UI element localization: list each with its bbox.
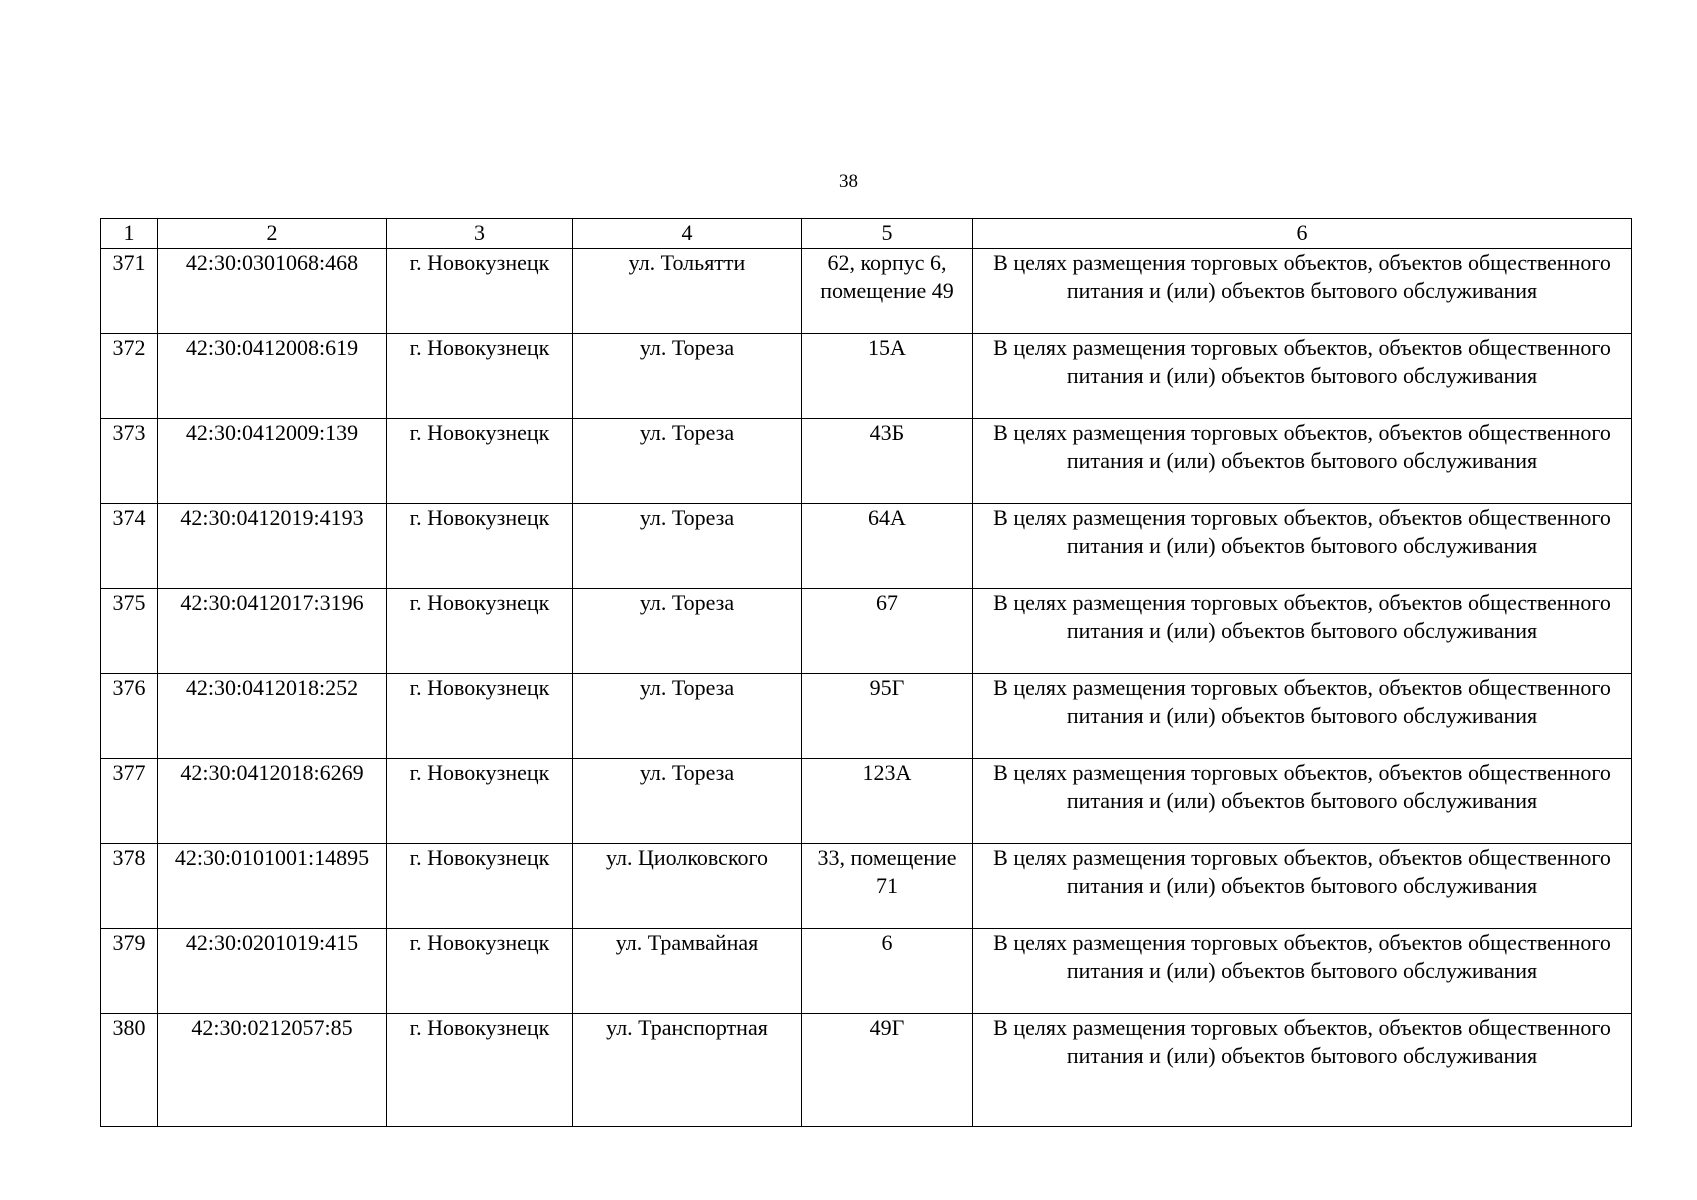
page-number: 38 [839, 171, 858, 192]
usage-purpose: В целях размещения торговых объектов, объектов общественного питания и (или) объектов бытового обслуживания [973, 674, 1632, 759]
house-number: 62, корпус 6, помещение 49 [802, 249, 973, 334]
cadastral-number: 42:30:0212057:85 [158, 1014, 387, 1127]
column-header-4: 4 [573, 219, 802, 249]
city: г. Новокузнецк [387, 504, 573, 589]
column-header-6: 6 [973, 219, 1632, 249]
usage-purpose: В целях размещения торговых объектов, объектов общественного питания и (или) объектов бытового обслуживания [973, 504, 1632, 589]
city: г. Новокузнецк [387, 1014, 573, 1127]
usage-purpose: В целях размещения торговых объектов, объектов общественного питания и (или) объектов бытового обслуживания [973, 419, 1632, 504]
row-number: 373 [101, 419, 158, 504]
column-header-1: 1 [101, 219, 158, 249]
cadastral-number: 42:30:0412019:4193 [158, 504, 387, 589]
city: г. Новокузнецк [387, 759, 573, 844]
usage-purpose: В целях размещения торговых объектов, объектов общественного питания и (или) объектов бытового обслуживания [973, 334, 1632, 419]
table-row [101, 249, 1632, 334]
table-row [101, 759, 1632, 844]
cadastral-number: 42:30:0101001:14895 [158, 844, 387, 929]
row-number: 378 [101, 844, 158, 929]
row-number: 374 [101, 504, 158, 589]
street: ул. Тореза [573, 504, 802, 589]
usage-purpose: В целях размещения торговых объектов, объектов общественного питания и (или) объектов бытового обслуживания [973, 589, 1632, 674]
column-header-5: 5 [802, 219, 973, 249]
city: г. Новокузнецк [387, 844, 573, 929]
cadastral-number: 42:30:0412018:6269 [158, 759, 387, 844]
street: ул. Циолковского [573, 844, 802, 929]
column-header-2: 2 [158, 219, 387, 249]
table-row [101, 929, 1632, 1014]
street: ул. Тольятти [573, 249, 802, 334]
table-row [101, 674, 1632, 759]
row-number: 375 [101, 589, 158, 674]
house-number: 43Б [802, 419, 973, 504]
column-header-3: 3 [387, 219, 573, 249]
table-header-row [101, 219, 1632, 249]
cadastral-number: 42:30:0412009:139 [158, 419, 387, 504]
row-number: 377 [101, 759, 158, 844]
usage-purpose: В целях размещения торговых объектов, объектов общественного питания и (или) объектов бытового обслуживания [973, 759, 1632, 844]
usage-purpose: В целях размещения торговых объектов, объектов общественного питания и (или) объектов бытового обслуживания [973, 844, 1632, 929]
cadastral-number: 42:30:0412008:619 [158, 334, 387, 419]
house-number: 95Г [802, 674, 973, 759]
row-number: 372 [101, 334, 158, 419]
cadastral-number: 42:30:0412017:3196 [158, 589, 387, 674]
house-number: 123А [802, 759, 973, 844]
row-number: 380 [101, 1014, 158, 1127]
street: ул. Тореза [573, 759, 802, 844]
table-row [101, 844, 1632, 929]
house-number: 49Г [802, 1014, 973, 1127]
row-number: 376 [101, 674, 158, 759]
city: г. Новокузнецк [387, 929, 573, 1014]
city: г. Новокузнецк [387, 674, 573, 759]
city: г. Новокузнецк [387, 589, 573, 674]
street: ул. Трамвайная [573, 929, 802, 1014]
city: г. Новокузнецк [387, 249, 573, 334]
table-row [101, 504, 1632, 589]
table-row [101, 419, 1632, 504]
house-number: 6 [802, 929, 973, 1014]
house-number: 67 [802, 589, 973, 674]
house-number: 33, помещение 71 [802, 844, 973, 929]
street: ул. Тореза [573, 589, 802, 674]
street: ул. Тореза [573, 334, 802, 419]
cadastral-number: 42:30:0412018:252 [158, 674, 387, 759]
street: ул. Транспортная [573, 1014, 802, 1127]
usage-purpose: В целях размещения торговых объектов, объектов общественного питания и (или) объектов бытового обслуживания [973, 1014, 1632, 1127]
city: г. Новокузнецк [387, 419, 573, 504]
objects-table [100, 218, 1632, 1127]
row-number: 371 [101, 249, 158, 334]
table-row [101, 334, 1632, 419]
house-number: 15А [802, 334, 973, 419]
city: г. Новокузнецк [387, 334, 573, 419]
cadastral-number: 42:30:0301068:468 [158, 249, 387, 334]
table-row [101, 1014, 1632, 1127]
usage-purpose: В целях размещения торговых объектов, объектов общественного питания и (или) объектов бытового обслуживания [973, 249, 1632, 334]
street: ул. Тореза [573, 674, 802, 759]
table-row [101, 589, 1632, 674]
usage-purpose: В целях размещения торговых объектов, объектов общественного питания и (или) объектов бытового обслуживания [973, 929, 1632, 1014]
cadastral-number: 42:30:0201019:415 [158, 929, 387, 1014]
row-number: 379 [101, 929, 158, 1014]
house-number: 64А [802, 504, 973, 589]
street: ул. Тореза [573, 419, 802, 504]
